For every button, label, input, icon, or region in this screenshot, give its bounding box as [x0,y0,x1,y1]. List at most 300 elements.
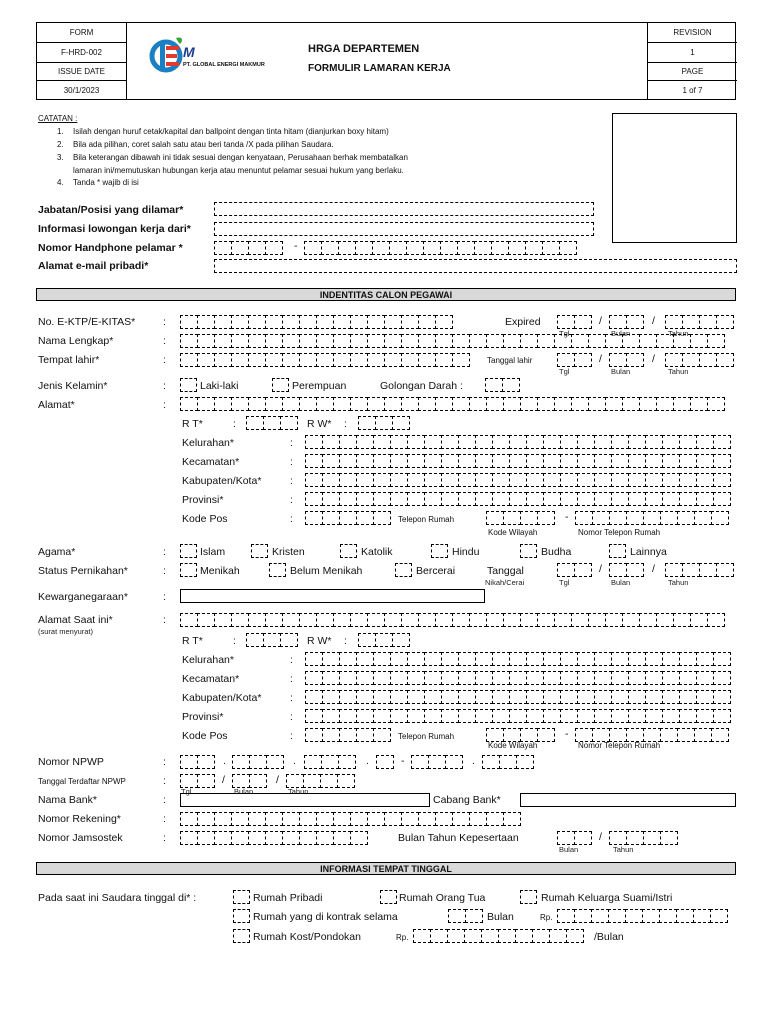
char-cell[interactable] [441,652,459,666]
gender-female-checkbox[interactable] [272,378,289,392]
char-cell[interactable] [503,728,521,742]
char-cell[interactable] [231,397,249,411]
char-cell[interactable] [628,709,646,723]
current-address-input[interactable] [180,613,724,627]
char-cell[interactable] [486,613,504,627]
char-cell[interactable] [390,473,408,487]
char-cell[interactable] [265,315,283,329]
char-cell[interactable] [696,473,714,487]
char-cell[interactable] [557,315,575,329]
char-cell[interactable] [424,454,442,468]
npwp-year[interactable] [286,774,354,788]
char-cell[interactable] [515,929,533,943]
char-cell[interactable] [407,454,425,468]
char-cell[interactable] [401,315,419,329]
char-cell[interactable] [502,378,520,392]
char-cell[interactable] [322,690,340,704]
char-cell[interactable] [622,397,640,411]
char-cell[interactable] [180,755,198,769]
char-cell[interactable] [699,315,717,329]
char-cell[interactable] [282,334,300,348]
char-cell[interactable] [656,613,674,627]
char-cell[interactable] [373,671,391,685]
char-cell[interactable] [594,435,612,449]
char-cell[interactable] [248,353,266,367]
char-cell[interactable] [441,709,459,723]
char-cell[interactable] [316,334,334,348]
char-cell[interactable] [418,397,436,411]
char-cell[interactable] [282,613,300,627]
char-cell[interactable] [509,652,527,666]
char-cell[interactable] [677,728,695,742]
char-cell[interactable] [537,728,555,742]
rt-input[interactable] [246,416,297,430]
char-cell[interactable] [699,563,717,577]
char-cell[interactable] [492,652,510,666]
char-cell[interactable] [537,511,555,525]
rent-months-input[interactable] [448,909,482,923]
char-cell[interactable] [435,334,453,348]
char-cell[interactable] [339,511,357,525]
char-cell[interactable] [305,709,323,723]
marriage-day[interactable] [557,563,591,577]
char-cell[interactable] [305,511,323,525]
char-cell[interactable] [611,709,629,723]
char-cell[interactable] [413,929,431,943]
char-cell[interactable] [662,690,680,704]
char-cell[interactable] [574,563,592,577]
religion-hindu-checkbox[interactable] [431,544,448,558]
char-cell[interactable] [231,353,249,367]
char-cell[interactable] [543,709,561,723]
char-cell[interactable] [554,334,572,348]
char-cell[interactable] [232,774,250,788]
char-cell[interactable] [424,652,442,666]
char-cell[interactable] [486,397,504,411]
char-cell[interactable] [622,334,640,348]
char-cell[interactable] [707,397,725,411]
char-cell[interactable] [390,652,408,666]
char-cell[interactable] [574,353,592,367]
char-cell[interactable] [665,315,683,329]
current-kodepos-input[interactable] [305,728,390,742]
char-cell[interactable] [605,397,623,411]
religion-islam-checkbox[interactable] [180,544,197,558]
kelurahan-input[interactable] [305,435,730,449]
rw-input[interactable] [358,416,409,430]
char-cell[interactable] [375,416,393,430]
char-cell[interactable] [246,633,264,647]
char-cell[interactable] [339,709,357,723]
char-cell[interactable] [543,435,561,449]
char-cell[interactable] [574,831,592,845]
char-cell[interactable] [322,454,340,468]
char-cell[interactable] [333,334,351,348]
char-cell[interactable] [358,416,376,430]
char-cell[interactable] [390,435,408,449]
char-cell[interactable] [560,709,578,723]
char-cell[interactable] [441,435,459,449]
char-cell[interactable] [197,397,215,411]
char-cell[interactable] [696,492,714,506]
char-cell[interactable] [594,709,612,723]
char-cell[interactable] [588,397,606,411]
phone-number-input[interactable] [304,241,576,255]
char-cell[interactable] [441,454,459,468]
char-cell[interactable] [180,353,198,367]
char-cell[interactable] [577,709,595,723]
char-cell[interactable] [282,812,300,826]
char-cell[interactable] [713,690,731,704]
char-cell[interactable] [499,755,517,769]
char-cell[interactable] [214,397,232,411]
char-cell[interactable] [373,511,391,525]
ektp-input[interactable] [180,315,452,329]
kost-price-input[interactable] [413,929,583,943]
char-cell[interactable] [441,492,459,506]
char-cell[interactable] [645,652,663,666]
npwp-part5[interactable] [411,755,462,769]
provinsi-input[interactable] [305,492,730,506]
vacancy-info-input[interactable] [214,222,594,236]
char-cell[interactable] [662,709,680,723]
phone-prefix-input[interactable] [214,241,282,255]
char-cell[interactable] [373,709,391,723]
char-cell[interactable] [656,397,674,411]
char-cell[interactable] [560,690,578,704]
photo-box[interactable] [612,113,737,243]
char-cell[interactable] [390,709,408,723]
char-cell[interactable] [322,671,340,685]
char-cell[interactable] [464,929,482,943]
char-cell[interactable] [526,690,544,704]
char-cell[interactable] [645,709,663,723]
char-cell[interactable] [305,492,323,506]
char-cell[interactable] [447,929,465,943]
char-cell[interactable] [316,613,334,627]
char-cell[interactable] [373,652,391,666]
char-cell[interactable] [660,831,678,845]
char-cell[interactable] [520,728,538,742]
char-cell[interactable] [231,613,249,627]
char-cell[interactable] [316,812,334,826]
char-cell[interactable] [321,241,339,255]
char-cell[interactable] [639,334,657,348]
char-cell[interactable] [662,473,680,487]
char-cell[interactable] [696,435,714,449]
char-cell[interactable] [679,435,697,449]
char-cell[interactable] [322,511,340,525]
char-cell[interactable] [197,315,215,329]
char-cell[interactable] [441,690,459,704]
char-cell[interactable] [333,353,351,367]
char-cell[interactable] [554,397,572,411]
marriage-year[interactable] [665,563,733,577]
char-cell[interactable] [304,755,322,769]
char-cell[interactable] [679,492,697,506]
char-cell[interactable] [440,241,458,255]
char-cell[interactable] [375,633,393,647]
email-input[interactable] [214,259,737,273]
char-cell[interactable] [645,473,663,487]
char-cell[interactable] [611,435,629,449]
religion-katolik-checkbox[interactable] [340,544,357,558]
char-cell[interactable] [485,378,503,392]
marriage-month[interactable] [609,563,643,577]
char-cell[interactable] [520,511,538,525]
char-cell[interactable] [197,774,215,788]
char-cell[interactable] [554,613,572,627]
birth-month[interactable] [609,353,643,367]
char-cell[interactable] [486,334,504,348]
char-cell[interactable] [492,435,510,449]
char-cell[interactable] [486,511,504,525]
char-cell[interactable] [509,690,527,704]
char-cell[interactable] [532,929,550,943]
char-cell[interactable] [356,728,374,742]
char-cell[interactable] [418,315,436,329]
char-cell[interactable] [458,671,476,685]
birth-day[interactable] [557,353,591,367]
char-cell[interactable] [458,652,476,666]
char-cell[interactable] [214,241,232,255]
char-cell[interactable] [452,613,470,627]
char-cell[interactable] [322,728,340,742]
telepon-input[interactable] [575,511,728,525]
char-cell[interactable] [557,353,575,367]
char-cell[interactable] [626,563,644,577]
char-cell[interactable] [356,652,374,666]
current-telepon-input[interactable] [575,728,728,742]
char-cell[interactable] [577,690,595,704]
npwp-part4[interactable] [376,755,393,769]
char-cell[interactable] [625,909,643,923]
char-cell[interactable] [280,633,298,647]
char-cell[interactable] [594,454,612,468]
char-cell[interactable] [373,690,391,704]
char-cell[interactable] [338,241,356,255]
char-cell[interactable] [713,652,731,666]
char-cell[interactable] [605,334,623,348]
char-cell[interactable] [574,909,592,923]
char-cell[interactable] [305,728,323,742]
char-cell[interactable] [452,812,470,826]
char-cell[interactable] [611,454,629,468]
char-cell[interactable] [248,831,266,845]
char-cell[interactable] [509,492,527,506]
char-cell[interactable] [611,473,629,487]
char-cell[interactable] [475,454,493,468]
char-cell[interactable] [424,709,442,723]
char-cell[interactable] [492,454,510,468]
char-cell[interactable] [418,353,436,367]
char-cell[interactable] [679,690,697,704]
char-cell[interactable] [339,473,357,487]
char-cell[interactable] [643,728,661,742]
char-cell[interactable] [356,671,374,685]
char-cell[interactable] [305,454,323,468]
char-cell[interactable] [305,473,323,487]
char-cell[interactable] [588,613,606,627]
char-cell[interactable] [356,435,374,449]
char-cell[interactable] [305,652,323,666]
char-cell[interactable] [492,473,510,487]
char-cell[interactable] [423,241,441,255]
char-cell[interactable] [577,435,595,449]
blood-type-input[interactable] [485,378,519,392]
char-cell[interactable] [682,563,700,577]
religion-kristen-checkbox[interactable] [251,544,268,558]
char-cell[interactable] [248,397,266,411]
char-cell[interactable] [305,671,323,685]
char-cell[interactable] [526,671,544,685]
address-input[interactable] [180,397,724,411]
char-cell[interactable] [628,652,646,666]
char-cell[interactable] [611,492,629,506]
char-cell[interactable] [690,397,708,411]
char-cell[interactable] [628,671,646,685]
char-cell[interactable] [435,315,453,329]
char-cell[interactable] [713,473,731,487]
char-cell[interactable] [299,334,317,348]
char-cell[interactable] [407,671,425,685]
char-cell[interactable] [424,435,442,449]
char-cell[interactable] [246,416,264,430]
char-cell[interactable] [458,473,476,487]
char-cell[interactable] [263,416,281,430]
char-cell[interactable] [605,613,623,627]
char-cell[interactable] [611,690,629,704]
char-cell[interactable] [622,613,640,627]
char-cell[interactable] [557,831,575,845]
char-cell[interactable] [492,690,510,704]
char-cell[interactable] [690,334,708,348]
char-cell[interactable] [418,812,436,826]
char-cell[interactable] [560,652,578,666]
char-cell[interactable] [475,671,493,685]
char-cell[interactable] [626,728,644,742]
char-cell[interactable] [299,397,317,411]
char-cell[interactable] [384,353,402,367]
char-cell[interactable] [609,511,627,525]
expired-month[interactable] [609,315,643,329]
char-cell[interactable] [367,315,385,329]
char-cell[interactable] [710,909,728,923]
char-cell[interactable] [673,397,691,411]
char-cell[interactable] [180,334,198,348]
char-cell[interactable] [339,690,357,704]
char-cell[interactable] [339,671,357,685]
char-cell[interactable] [543,652,561,666]
char-cell[interactable] [430,929,448,943]
char-cell[interactable] [594,473,612,487]
char-cell[interactable] [571,613,589,627]
char-cell[interactable] [696,671,714,685]
char-cell[interactable] [214,334,232,348]
char-cell[interactable] [592,511,610,525]
char-cell[interactable] [679,671,697,685]
char-cell[interactable] [713,435,731,449]
char-cell[interactable] [390,690,408,704]
char-cell[interactable] [577,492,595,506]
char-cell[interactable] [322,435,340,449]
char-cell[interactable] [577,473,595,487]
bank-input[interactable] [180,793,430,807]
char-cell[interactable] [626,315,644,329]
char-cell[interactable] [452,334,470,348]
char-cell[interactable] [372,241,390,255]
char-cell[interactable] [609,728,627,742]
char-cell[interactable] [316,353,334,367]
char-cell[interactable] [458,709,476,723]
char-cell[interactable] [322,709,340,723]
char-cell[interactable] [248,315,266,329]
char-cell[interactable] [557,563,575,577]
char-cell[interactable] [457,241,475,255]
char-cell[interactable] [594,652,612,666]
char-cell[interactable] [713,454,731,468]
char-cell[interactable] [662,671,680,685]
char-cell[interactable] [367,812,385,826]
char-cell[interactable] [214,315,232,329]
gender-male-checkbox[interactable] [180,378,197,392]
char-cell[interactable] [575,511,593,525]
char-cell[interactable] [642,909,660,923]
char-cell[interactable] [333,831,351,845]
char-cell[interactable] [299,831,317,845]
citizenship-input[interactable] [180,589,485,603]
char-cell[interactable] [549,929,567,943]
char-cell[interactable] [197,353,215,367]
char-cell[interactable] [608,909,626,923]
char-cell[interactable] [406,241,424,255]
char-cell[interactable] [679,652,697,666]
char-cell[interactable] [249,774,267,788]
char-cell[interactable] [557,909,575,923]
char-cell[interactable] [594,671,612,685]
char-cell[interactable] [407,435,425,449]
char-cell[interactable] [180,774,198,788]
char-cell[interactable] [537,334,555,348]
char-cell[interactable] [339,454,357,468]
char-cell[interactable] [713,709,731,723]
kode-wilayah-input[interactable] [486,511,554,525]
residence-rent-checkbox[interactable] [233,909,250,923]
char-cell[interactable] [707,334,725,348]
residence-family-checkbox[interactable] [520,890,537,904]
char-cell[interactable] [197,613,215,627]
char-cell[interactable] [299,353,317,367]
char-cell[interactable] [628,454,646,468]
char-cell[interactable] [350,353,368,367]
char-cell[interactable] [384,397,402,411]
char-cell[interactable] [445,755,463,769]
char-cell[interactable] [305,690,323,704]
char-cell[interactable] [407,492,425,506]
char-cell[interactable] [713,492,731,506]
char-cell[interactable] [458,454,476,468]
char-cell[interactable] [339,728,357,742]
char-cell[interactable] [577,671,595,685]
char-cell[interactable] [492,492,510,506]
current-provinsi-input[interactable] [305,709,730,723]
religion-budha-checkbox[interactable] [520,544,537,558]
char-cell[interactable] [231,812,249,826]
char-cell[interactable] [339,435,357,449]
char-cell[interactable] [475,492,493,506]
char-cell[interactable] [469,397,487,411]
char-cell[interactable] [339,652,357,666]
